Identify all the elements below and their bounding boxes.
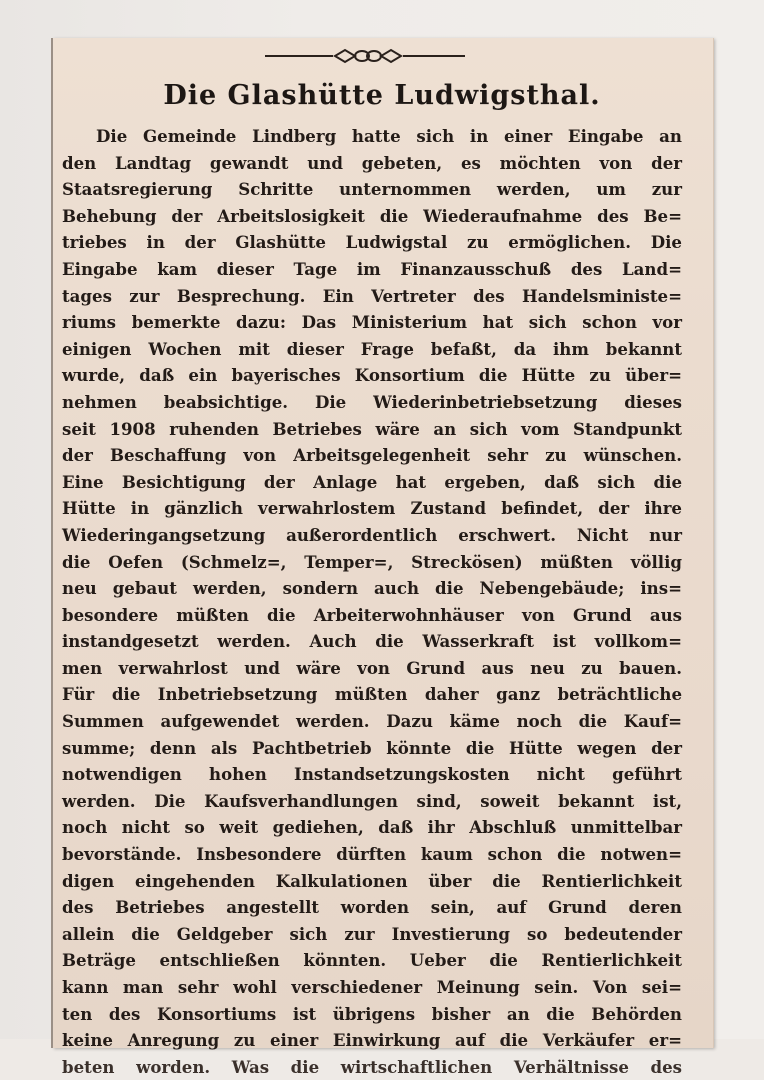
article-line: Für die Inbetriebsetzung müßten daher ganz beträchtliche (62, 684, 682, 705)
article-line: noch nicht so weit gediehen, daß ihr Abschluß unmittelbar (62, 817, 682, 838)
ornament-divider (265, 48, 465, 64)
article-line: kann man sehr wohl verschiedener Meinung sein. Von sei= (62, 977, 682, 997)
article-line: nehmen beabsichtige. Die Wiederinbetriebsetzung dieses (62, 391, 682, 412)
article-line: Eingabe kam dieser Tage im Finanzausschuß des Land= (62, 258, 682, 279)
article-line: digen eingehenden Kalkulationen über die Rentierlichkeit (62, 870, 682, 891)
article-title: Die Glashütte Ludwigsthal. (163, 80, 601, 111)
article-line: bevorstände. Insbesondere dürften kaum schon die notwen= (62, 844, 682, 865)
article-line: summe; denn als Pachtbetrieb könnte die Hütte wegen der (62, 737, 682, 758)
article-line: ten des Konsortiums ist übrigens bisher an die Behörden (62, 1003, 682, 1024)
article-line: seit 1908 ruhenden Betriebes wäre an sich vom Standpunkt (62, 418, 682, 439)
article-line: allein die Geldgeber sich zur Investierung so bedeutender (62, 923, 682, 944)
article-line: beten worden. Was die wirtschaftlichen Verhältnisse des (62, 1056, 682, 1077)
article-line: die Oefen (Schmelz=, Temper=, Streckösen) müßten völlig (62, 551, 682, 572)
article-line: wurde, daß ein bayerisches Konsortium die Hütte zu über= (62, 365, 682, 386)
article-line: Eine Besichtigung der Anlage hat ergeben, daß sich die (62, 471, 682, 492)
article-line: besondere müßten die Arbeiterwohnhäuser von Grund aus (62, 604, 682, 625)
article-line: triebes in der Glashütte Ludwigstal zu ermöglichen. Die (62, 232, 682, 253)
article-line: neu gebaut werden, sondern auch die Nebengebäude; ins= (62, 578, 682, 599)
article-line: notwendigen hohen Instandsetzungskosten nicht geführt (62, 764, 682, 785)
article-line: der Beschaffung von Arbeitsgelegenheit sehr zu wünschen. (62, 445, 682, 466)
article-line: Behebung der Arbeitslosigkeit die Wiederaufnahme des Be= (62, 205, 682, 226)
article-line: des Betriebes angestellt worden sein, auf Grund deren (62, 897, 682, 918)
article-body (62, 123, 682, 1080)
article-line: Beträge entschließen könnten. Ueber die Rentierlichkeit (62, 950, 682, 971)
article-line: werden. Die Kaufsverhandlungen sind, soweit bekannt ist, (62, 790, 682, 811)
article-line: den Landtag gewandt und gebeten, es möchten von der (62, 152, 682, 173)
article-line: einigen Wochen mit dieser Frage befaßt, da ihm bekannt (62, 338, 682, 359)
article-line: riums bemerkte dazu: Das Ministerium hat sich schon vor (62, 312, 682, 333)
article-line: Hütte in gänzlich verwahrlostem Zustand befindet, der ihre (62, 498, 682, 519)
article-line: Die Gemeinde Lindberg hatte sich in einer Eingabe an (96, 126, 682, 146)
article-line: Wiederingangsetzung außerordentlich erschwert. Nicht nur (62, 524, 682, 545)
article-line: Summen aufgewendet werden. Dazu käme noch die Kauf= (62, 711, 682, 732)
article-line: tages zur Besprechung. Ein Vertreter des Handelsministe= (62, 285, 682, 306)
article-line: men verwahrlost und wäre von Grund aus neu zu bauen. (62, 657, 682, 678)
article-line: instandgesetzt werden. Auch die Wasserkraft ist vollkom= (62, 631, 682, 652)
article-line: keine Anregung zu einer Einwirkung auf die Verkäufer er= (62, 1030, 682, 1051)
article-line: Staatsregierung Schritte unternommen werden, um zur (62, 179, 682, 200)
